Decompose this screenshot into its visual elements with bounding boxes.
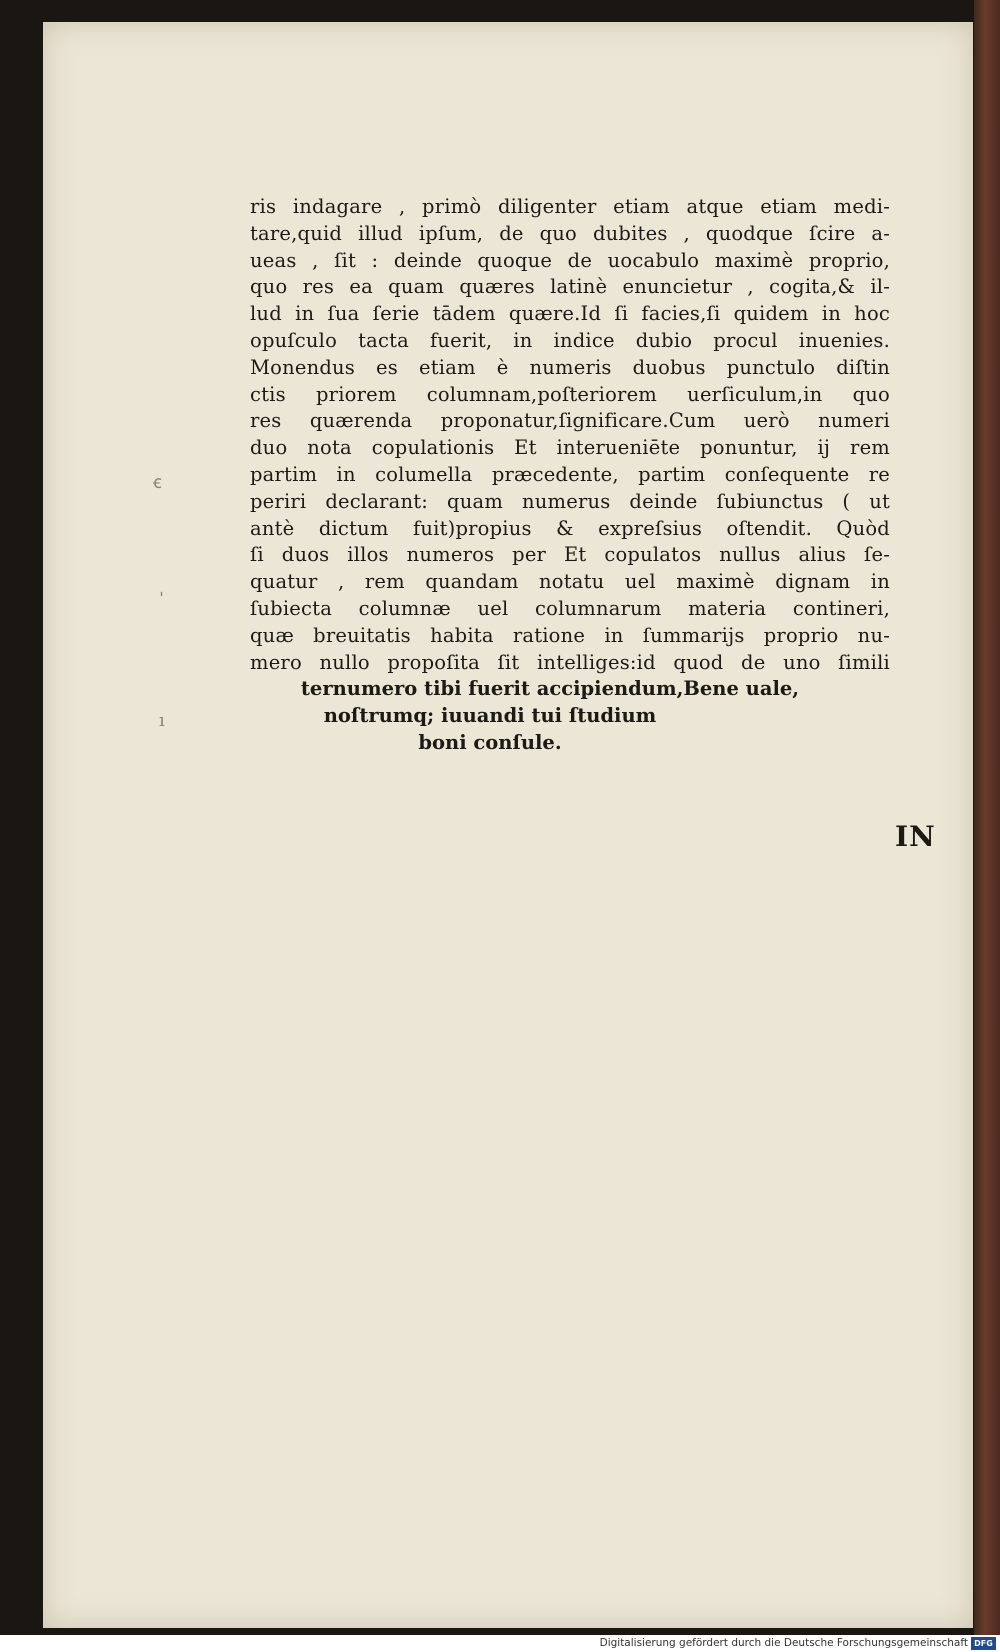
body-text bbox=[250, 194, 890, 757]
margin-mark: ı bbox=[159, 710, 165, 731]
margin-mark: ꞓ bbox=[153, 472, 162, 493]
margin-mark: ˌ bbox=[159, 578, 164, 599]
book-page bbox=[43, 22, 973, 1628]
text-line: ueas , ſit : deinde quoque de uocabulo maximè proprio, bbox=[250, 248, 890, 272]
text-line: tare,quid illud ipſum, de quo dubites , quodque ſcire a- bbox=[250, 221, 890, 245]
text-line: res quærenda proponatur,ſignificare.Cum uerò numeri bbox=[250, 409, 890, 433]
text-line: opuſculo tacta fuerit, in indice dubio procul inuenies. bbox=[250, 328, 890, 352]
text-line: mero nullo propoſita ſit intelliges:id quod de uno ſimili bbox=[250, 650, 890, 674]
text-line: partim in columella præcedente, partim conſequente re bbox=[250, 462, 890, 486]
closing-line: noſtrumq; iuuandi tui ſtudium bbox=[323, 704, 657, 728]
dfg-logo: DFG bbox=[971, 1637, 996, 1650]
text-line: quæ breuitatis habita ratione in ſummarijs proprio nu- bbox=[250, 623, 890, 647]
text-line: lud in ſua ſerie tādem quære.Id ſi facies,ſi quidem in hoc bbox=[250, 302, 890, 326]
text-line: antè dictum fuit)propius & expreſsius oſtendit. Quòd bbox=[250, 516, 890, 540]
text-line: ris indagare , primò diligenter etiam atque etiam medi- bbox=[250, 195, 890, 218]
book-spine-edge bbox=[974, 0, 1000, 1635]
text-line: quatur , rem quandam notatu uel maximè dignam in bbox=[250, 570, 890, 594]
text-line: quo res ea quam quæres latinè enuncietur , cogita,& il- bbox=[250, 275, 890, 299]
text-line: ctis priorem columnam,poſteriorem uerſiculum,in quo bbox=[250, 382, 890, 406]
text-line: ſubiecta columnæ uel columnarum materia contineri, bbox=[250, 596, 890, 620]
catchword: IN bbox=[895, 820, 936, 853]
text-line: ſi duos illos numeros per Et copulatos nullus alius ſe- bbox=[250, 543, 890, 567]
footer-credit: Digitalisierung gefördert durch die Deutsche Forschungsgemeinschaft bbox=[599, 1637, 968, 1649]
text-line: duo nota copulationis Et interueniēte ponuntur, ij rem bbox=[250, 436, 890, 460]
closing-line: boni conſule. bbox=[418, 730, 562, 754]
text-line: Monendus es etiam è numeris duobus punctulo diſtin bbox=[250, 355, 890, 379]
closing-line: ternumero tibi fuerit accipiendum,Bene uale, bbox=[300, 677, 800, 701]
text-line: periri declarant: quam numerus deinde ſubiunctus ( ut bbox=[250, 489, 890, 513]
